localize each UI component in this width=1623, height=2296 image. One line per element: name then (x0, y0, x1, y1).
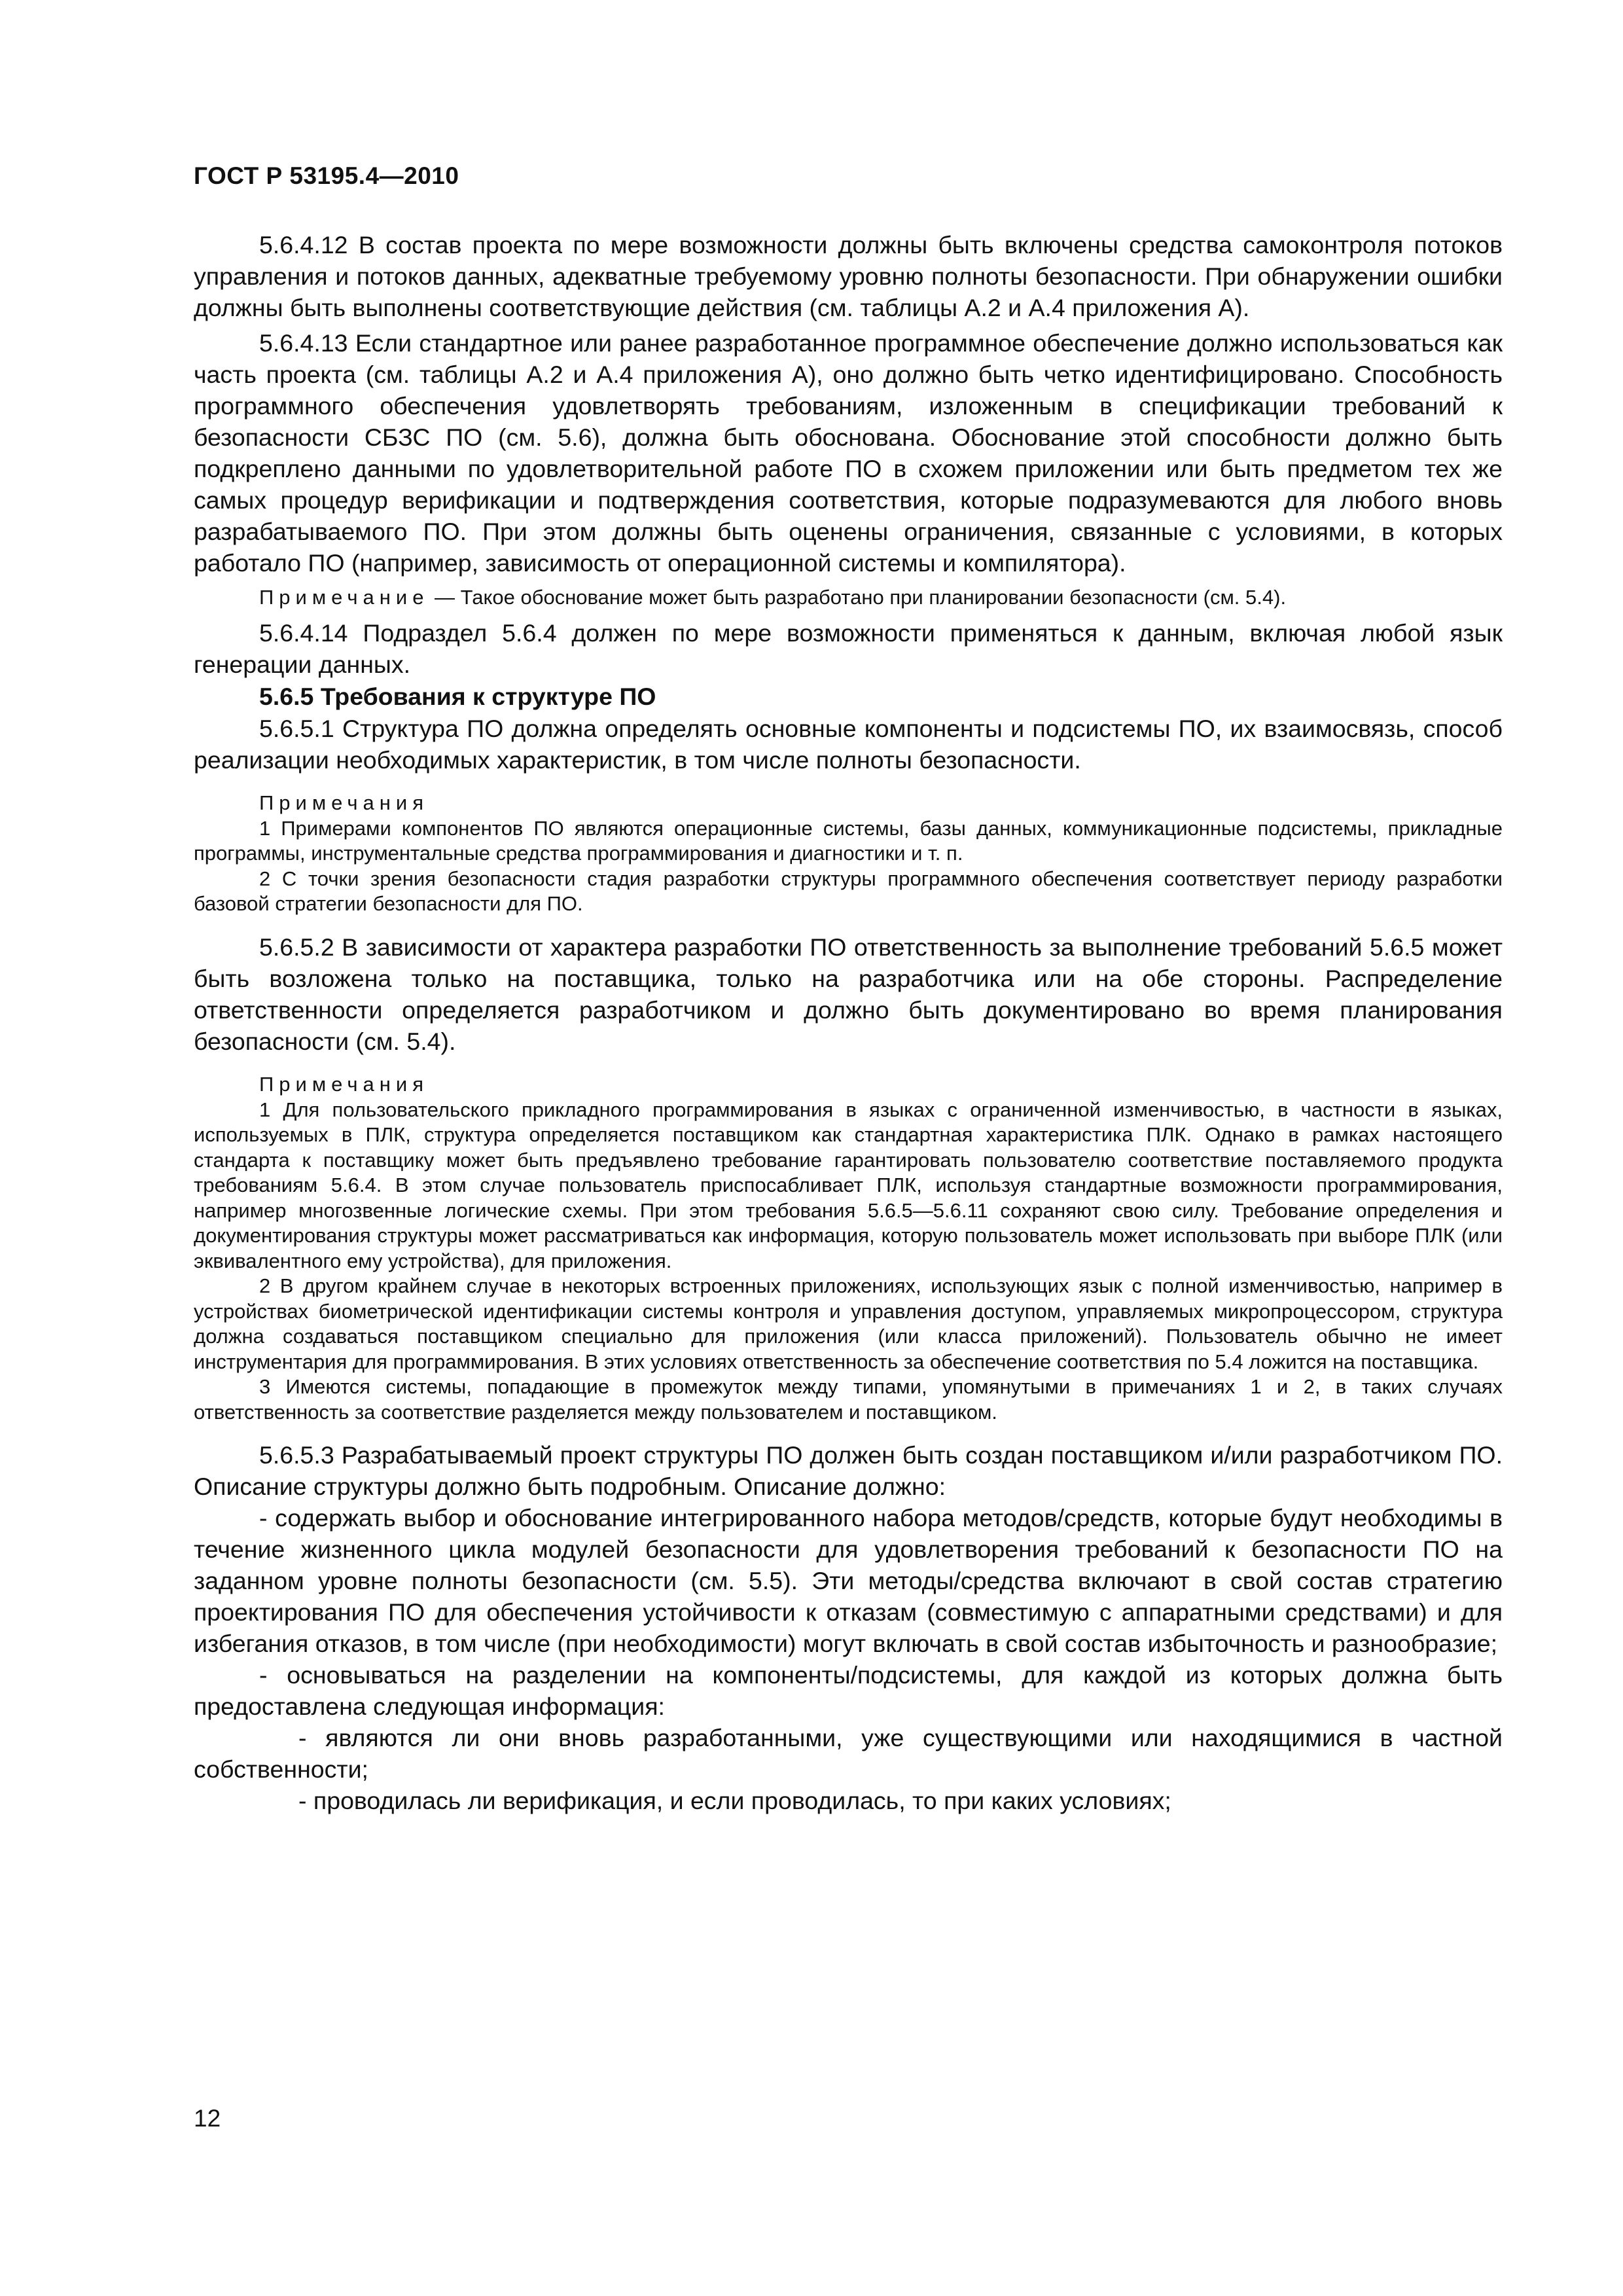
clause-5-6-5-1: 5.6.5.1 Структура ПО должна определять основные компоненты и подсистемы ПО, их взаимосвязь, способ реализации необходимых характеристик, в том числе полноты безопасности. (194, 714, 1503, 774)
list-item: - основываться на разделении на компоненты/подсистемы, для каждой из которых должна быть предоставлена следующая информация: (194, 1661, 1503, 1720)
note-item: 2 В другом крайнем случае в некоторых встроенных приложениях, использующих язык с полной изменчивостью, например в устройствах биометрической идентификации системы контроля и управления доступом, управляемых микропроцессором, структура должна создаваться поставщиком специально для приложения (или класса приложений). Пользователь обычно не имеет инструментария для программирования. В этих условиях ответственность за обеспечение соответствия по 5.4 ложится на поставщика. (194, 1274, 1503, 1373)
clause-5-6-4-12: 5.6.4.12 В состав проекта по мере возможности должны быть включены средства самоконтроля потоков управления и потоков данных, адекватные требуемому уровню полноты безопасности. При обнаружении ошибки должны быть выполнены соответствующие действия (см. таблицы А.2 и А.4 приложения А). (194, 231, 1503, 321)
clause-5-6-4-14: 5.6.4.14 Подраздел 5.6.4 должен по мере возможности применяться к данным, включая любой язык генерации данных. (194, 619, 1503, 678)
note-item: 1 Примерами компонентов ПО являются операционные системы, базы данных, коммуникационные подсистемы, прикладные программы, инструментальные средства программирования и диагностики и т. п. (194, 816, 1503, 865)
clause-5-6-4-13: 5.6.4.13 Если стандартное или ранее разработанное программное обеспечение должно использоваться как часть проекта (см. таблицы А.2 и А.4 приложения А), оно должно быть четко идентифицировано. Способность программного обеспечения удовлетворять требованиям, изложенным в спецификации требований к безопасности СБЗС ПО (см. 5.6), должна быть обоснована. Обоснование этой способности должно быть подкреплено данными по удовлетворительной работе ПО в схожем приложении или быть предметом тех же самых процедур верификации и подтверждения соответствия, которые подразумеваются для любого вновь разрабатываемого ПО. При этом должны быть оценены ограничения, связанные с условиями, в которых работало ПО (например, зависимость от операционной системы и компилятора). (194, 329, 1503, 577)
sub-list-item: - являются ли они вновь разработанными, уже существующими или находящимися в частной собственности; (194, 1724, 1503, 1783)
page-number: 12 (194, 2105, 221, 2132)
note-item: 1 Для пользовательского прикладного программирования в языках с ограниченной изменчивостью, в частности в языках, используемых в ПЛК, структура определяется поставщиком как стандартная характеристика ПЛК. Однако в рамках настоящего стандарта к поставщику может быть предъявлено требование гарантировать пользователю соответствие поставляемого продукта требованиям 5.6.4. В этом случае пользователь приспосабливает ПЛК, используя стандартные возможности программирования, например многозвенные логические схемы. При этом требования 5.6.5—5.6.11 сохраняют свою силу. Требование определения и документирования структуры может рассматриваться как информация, которую пользователь может использовать при выборе ПЛК (или эквивалентного ему устройства), для приложения. (194, 1098, 1503, 1272)
note-label: Примечание (259, 586, 429, 609)
note-text: — Такое обоснование может быть разработано при планировании безопасности (см. 5.4). (429, 586, 1287, 609)
notes-label: Примечания (259, 1072, 429, 1096)
sub-list-item: - проводилась ли верификация, и если проводилась, то при каких условиях; (298, 1787, 1171, 1814)
note-item: 2 С точки зрения безопасности стадия разработки структуры программного обеспечения соответствует периоду разработки базовой стратегии безопасности для ПО. (194, 867, 1503, 915)
notes-label: Примечания (259, 791, 429, 814)
list-item: - содержать выбор и обоснование интегрированного набора методов/средств, которые будут необходимы в течение жизненного цикла модулей безопасности для удовлетворения требований к безопасности ПО на заданном уровне полноты безопасности (см. 5.5). Эти методы/средства включают в свой состав стратегию проектирования ПО для обеспечения устойчивости к отказам (совместимую с аппаратными средствами) и для избегания отказов, в том числе (при необходимости) могут включать в свой состав избыточность и разнообразие; (194, 1504, 1503, 1657)
section-heading-5-6-5: 5.6.5 Требования к структуре ПО (259, 682, 656, 710)
clause-5-6-5-3: 5.6.5.3 Разрабатываемый проект структуры ПО должен быть создан поставщиком и/или разработчиком ПО. Описание структуры должно быть подробным. Описание должно: (194, 1441, 1503, 1500)
note-item: 3 Имеются системы, попадающие в промежуток между типами, упомянутыми в примечаниях 1 и 2, в таких случаях ответственность за соответствие разделяется между пользователем и поставщиком. (194, 1375, 1503, 1424)
standard-designation: ГОСТ Р 53195.4—2010 (194, 162, 459, 189)
page-body (194, 229, 1503, 1816)
note-single (194, 585, 1503, 611)
clause-5-6-5-2: 5.6.5.2 В зависимости от характера разработки ПО ответственность за выполнение требований 5.6.5 может быть возложена только на поставщика, только на разработчика или на обе стороны. Распределение ответственности определяется разработчиком и должно быть документировано во время планирования безопасности (см. 5.4). (194, 933, 1503, 1055)
